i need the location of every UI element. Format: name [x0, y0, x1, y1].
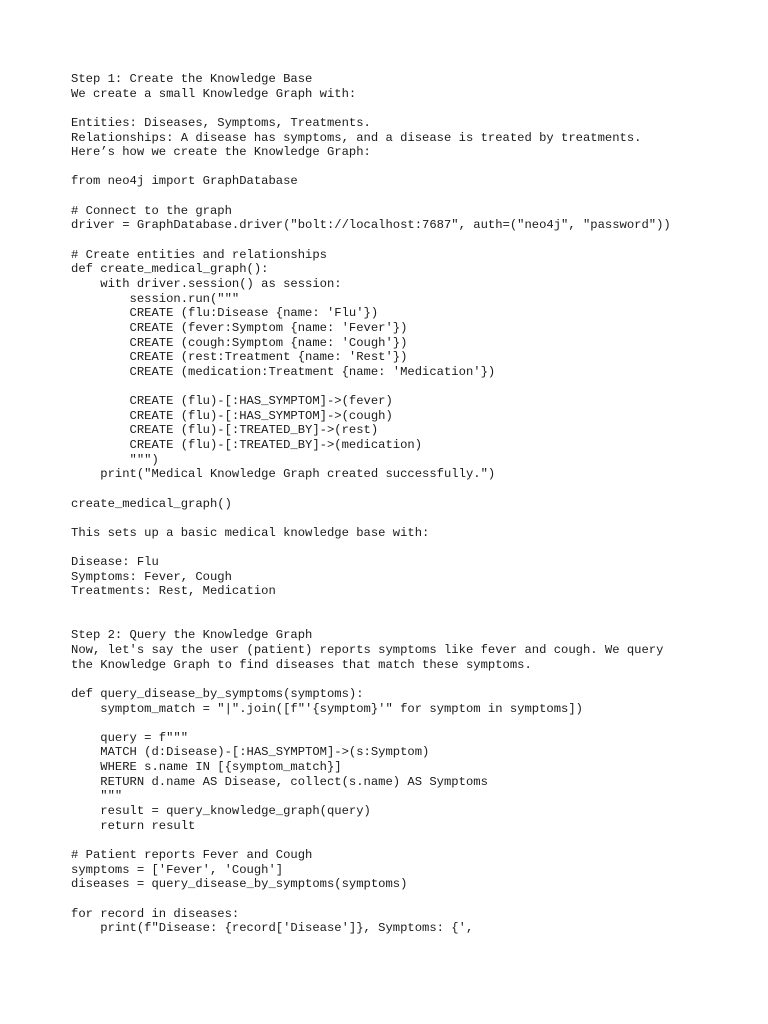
text-line: CREATE (cough:Symptom {name: 'Cough'}): [71, 335, 408, 350]
text-line: the Knowledge Graph to find diseases that match these symptoms.: [71, 657, 532, 672]
text-line: MATCH (d:Disease)-[:HAS_SYMPTOM]->(s:Symptom): [71, 745, 430, 760]
text-line: CREATE (fever:Symptom {name: 'Fever'}): [71, 320, 408, 335]
text-line: with driver.session() as session:: [71, 276, 342, 291]
text-line: # Create entities and relationships: [71, 247, 327, 262]
text-line: """: [71, 789, 123, 804]
text-line: [71, 379, 761, 394]
text-line: session.run(""": [71, 291, 240, 306]
text-line: symptoms = ['Fever', 'Cough']: [71, 862, 284, 877]
text-line: [71, 672, 761, 687]
text-line: [71, 160, 761, 175]
text-line: Treatments: Rest, Medication: [71, 584, 276, 599]
text-line: """): [71, 452, 159, 467]
text-line: This sets up a basic medical knowledge base with:: [71, 525, 430, 540]
text-line: CREATE (flu)-[:HAS_SYMPTOM]->(cough): [71, 408, 393, 423]
text-line: [71, 716, 761, 731]
text-line: Step 2: Query the Knowledge Graph: [71, 628, 313, 643]
text-line: def create_medical_graph():: [71, 262, 269, 277]
text-line: from neo4j import GraphDatabase: [71, 174, 298, 189]
text-line: symptom_match = "|".join([f"'{symptom}'" for symptom in symptoms]): [71, 701, 583, 716]
text-line: Symptoms: Fever, Cough: [71, 569, 232, 584]
text-line: CREATE (flu)-[:TREATED_BY]->(rest): [71, 423, 379, 438]
text-line: WHERE s.name IN [{symptom_match}]: [71, 760, 342, 775]
text-line: print(f"Disease: {record['Disease']}, Symptoms: {',: [71, 921, 474, 936]
text-line: print("Medical Knowledge Graph created successfully."): [71, 467, 496, 482]
text-line: RETURN d.name AS Disease, collect(s.name) AS Symptoms: [71, 774, 488, 789]
text-line: [71, 233, 761, 248]
text-line: Now, let's say the user (patient) reports symptoms like fever and cough. We query: [71, 642, 664, 657]
text-line: CREATE (flu)-[:HAS_SYMPTOM]->(fever): [71, 394, 393, 409]
text-line: CREATE (medication:Treatment {name: 'Medication'}): [71, 364, 496, 379]
text-line: Relationships: A disease has symptoms, and a disease is treated by treatments.: [71, 130, 642, 145]
text-line: create_medical_graph(): [71, 496, 232, 511]
text-line: [71, 614, 761, 629]
text-line: Here’s how we create the Knowledge Graph:: [71, 145, 371, 160]
text-line: [71, 482, 761, 497]
text-line: for record in diseases:: [71, 906, 240, 921]
text-line: [71, 599, 761, 614]
text-line: [71, 541, 761, 556]
text-line: [71, 511, 761, 526]
text-line: # Patient reports Fever and Cough: [71, 847, 313, 862]
text-line: We create a small Knowledge Graph with:: [71, 86, 357, 101]
text-line: result = query_knowledge_graph(query): [71, 804, 371, 819]
text-line: Entities: Diseases, Symptoms, Treatments.: [71, 115, 371, 130]
text-line: [71, 189, 761, 204]
text-line: # Connect to the graph: [71, 203, 232, 218]
text-line: CREATE (rest:Treatment {name: 'Rest'}): [71, 350, 408, 365]
text-line: CREATE (flu:Disease {name: 'Flu'}): [71, 306, 379, 321]
text-line: Disease: Flu: [71, 555, 159, 570]
text-line: return result: [71, 818, 196, 833]
text-line: diseases = query_disease_by_symptoms(symptoms): [71, 877, 408, 892]
document-body: [71, 72, 761, 936]
text-line: [71, 892, 761, 907]
text-line: [71, 101, 761, 116]
text-line: Step 1: Create the Knowledge Base: [71, 72, 313, 86]
text-line: CREATE (flu)-[:TREATED_BY]->(medication): [71, 438, 423, 453]
text-line: def query_disease_by_symptoms(symptoms):: [71, 686, 364, 701]
text-line: [71, 833, 761, 848]
text-line: query = f""": [71, 730, 189, 745]
text-line: driver = GraphDatabase.driver("bolt://localhost:7687", auth=("neo4j", "password")): [71, 218, 671, 233]
